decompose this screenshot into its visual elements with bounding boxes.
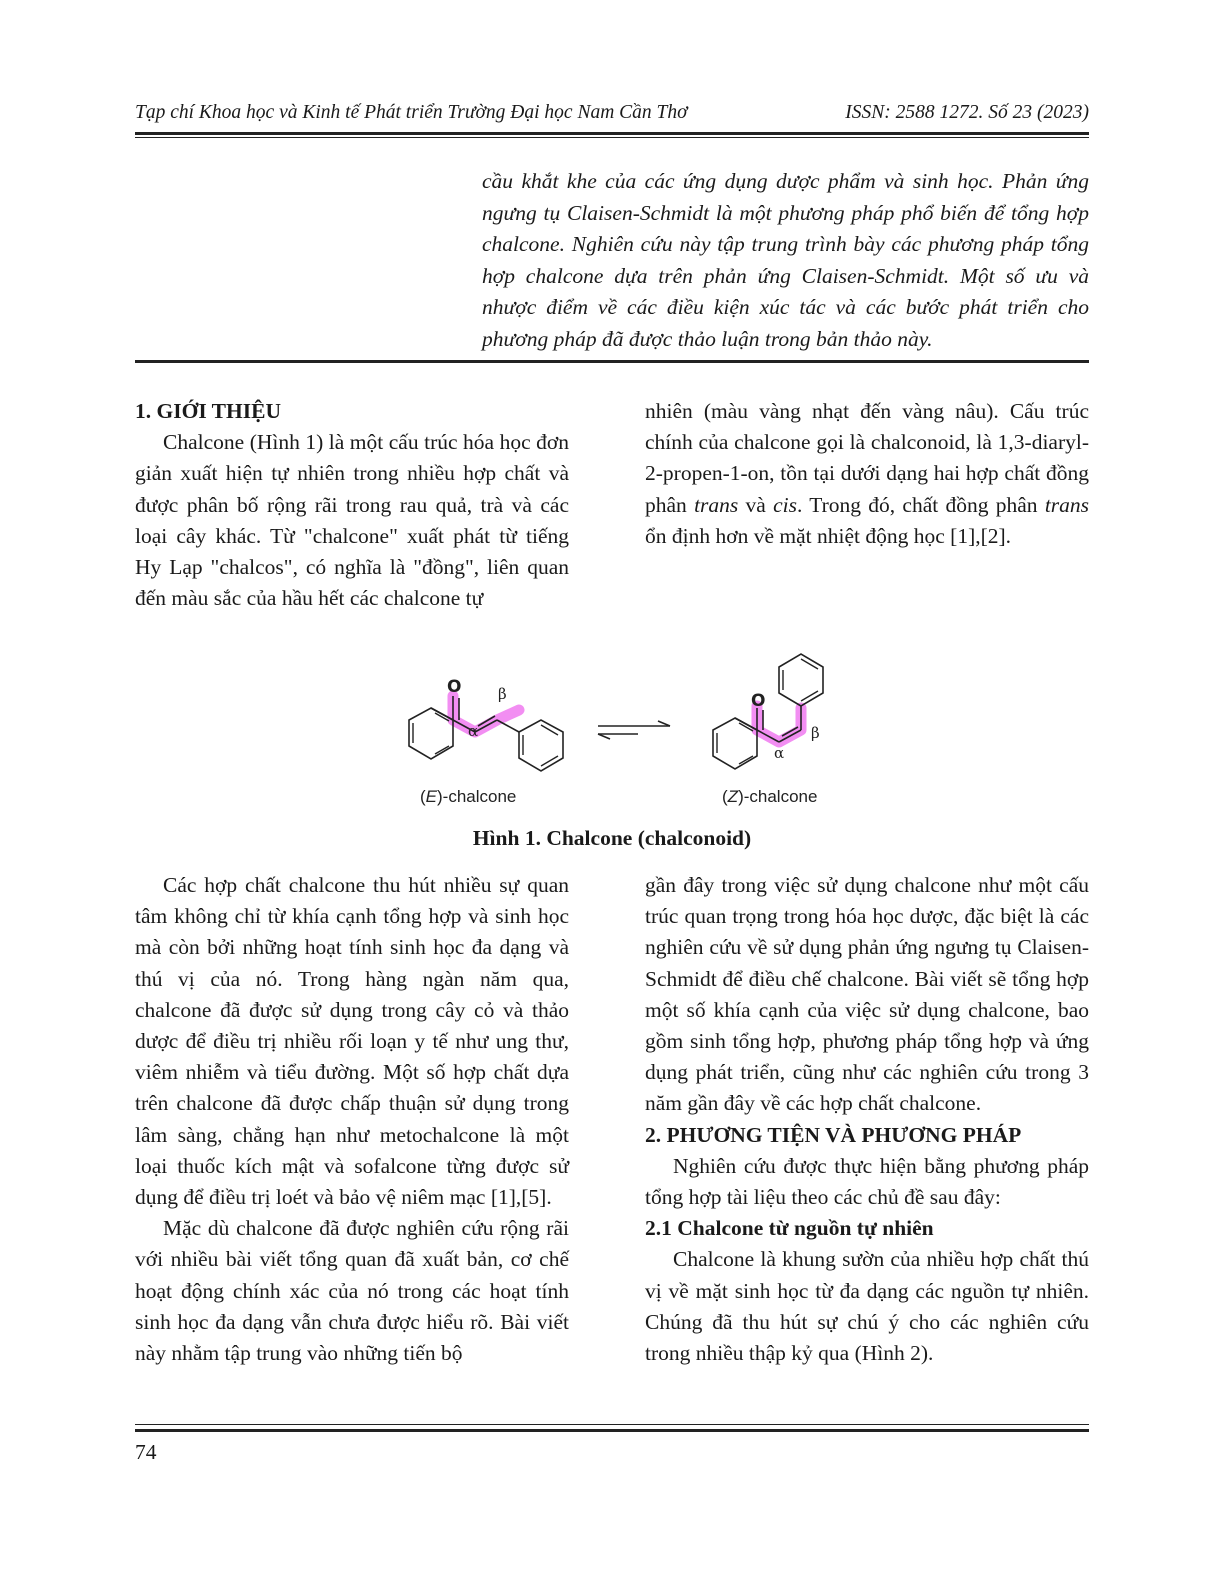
trans-term: trans (694, 492, 739, 517)
e-right-phenyl-ring (519, 720, 563, 771)
page-number: 74 (135, 1440, 157, 1464)
section1-paragraph1: Chalcone (Hình 1) là một cấu trúc hóa học đơn giản xuất hiện tự nhiên trong nhiều hợp chất và được phân bố rộng rãi trong rau quả, trà và các loại cây khác. Từ "chalcone" xuất phát từ tiếng Hy Lạp "chalcos", có nghĩa là "đồng", liên quan đến màu sắc của hầu hết các chalcone tự (135, 430, 569, 611)
figure-1-chalcone (370, 650, 850, 822)
z-alpha-label: α (774, 744, 785, 762)
section2-paragraph2: Chalcone là khung sườn của nhiều hợp chất thú vị về mặt sinh học từ đa dạng các nguồn tự nhiên. Chúng đã thu hút sự chú ý cho các nghiên cứu trong nhiều thập kỷ qua (Hình 2). (645, 1247, 1089, 1366)
z-chalcone-label: (Z)-chalcone (722, 787, 818, 806)
issn-issue: ISSN: 2588 1272. Số 23 (2023) (845, 102, 1089, 123)
p1-cont-c: ổn định hơn về mặt nhiệt động học [1],[2]. (645, 523, 1012, 548)
section1-paragraph2: Các hợp chất chalcone thu hút nhiều sự quan tâm không chỉ từ khía cạnh tổng hợp và sinh học mà còn bởi những hoạt tính sinh học đa dạng và thú vị của nó. Trong hàng ngàn năm qua, chalcone đã được sử dụng trong cây cỏ và thảo dược để điều trị nhiều rối loạn y tế như ung thư, viêm nhiễm và tiểu đường. Một số hợp chất dựa trên chalcone đã được chấp thuận sử dụng trong lâm sàng, chẳng hạn như metochalcone là một loại thuốc kích mật và sofalcone từng được sử dụng để điều trị loét và bảo vệ niêm mạc [1],[5]. (135, 873, 569, 1210)
running-header (135, 100, 1089, 132)
lower-left-column (135, 870, 569, 1369)
z-top-phenyl-ring (779, 654, 823, 706)
abstract-rule (135, 360, 1089, 363)
lower-right-column (645, 870, 1089, 1369)
section1-left-column (135, 396, 569, 614)
section1-paragraph3-continued: gần đây trong việc sử dụng chalcone như một cấu trúc quan trọng trong hóa học dược, đặc biệt là các nghiên cứu về sử dụng phản ứng ngưng tụ Claisen-Schmidt để điều chế chalcone. Bài viết sẽ tổng hợp một số khía cạnh của việc sử dụng chalcone, bao gồm sinh tổng hợp, phương pháp tổng hợp và ứng dụng phát triển, cũng như các nghiên cứu trong 3 năm gần đây về các hợp chất chalcone. (645, 873, 1089, 1116)
header-rule-thick (135, 132, 1089, 135)
p1-cont-a: nhiên (màu vàng nhạt đến vàng nâu). Cấu trúc chính của chalcone gọi là chalconoid, là 1,3-diaryl-2-propen-1-on, tồn tại dưới dạng hai hợp chất đồng phân (645, 399, 1089, 517)
figure-1-caption: Hình 1. Chalcone (chalconoid) (472, 826, 752, 850)
chalcone-structures-diagram (370, 650, 850, 822)
footer-rule-thin (135, 1424, 1089, 1425)
and-word: và (745, 492, 766, 517)
p1-cont-b: . Trong đó, chất đồng phân (797, 492, 1038, 517)
section2-paragraph1: Nghiên cứu được thực hiện bằng phương pháp tổng hợp tài liệu theo các chủ đề sau đây: (645, 1153, 1089, 1210)
trans-term-2: trans (1044, 492, 1090, 517)
cis-term: cis (773, 492, 797, 517)
section1-heading: 1. GIỚI THIỆU (135, 399, 281, 423)
e-oxygen-label: O (447, 677, 462, 697)
journal-title: Tạp chí Khoa học và Kinh tế Phát triển Trường Đại học Nam Cần Thơ (135, 102, 688, 123)
footer-rule-thick (135, 1429, 1089, 1432)
section2-heading: 2. PHƯƠNG TIỆN VÀ PHƯƠNG PHÁP (645, 1122, 1022, 1147)
section2-1-heading: 2.1 Chalcone từ nguồn tự nhiên (645, 1216, 934, 1241)
header-rule-thin (135, 137, 1089, 138)
e-chalcone-label: (E)-chalcone (420, 787, 517, 806)
section1-paragraph1-continued (645, 396, 1089, 552)
z-beta-label: β (811, 724, 820, 742)
e-beta-label: β (498, 685, 507, 703)
section1-right-column (645, 396, 1089, 552)
e-alpha-label: α (468, 722, 479, 740)
abstract-tail: cầu khắt khe của các ứng dụng dược phẩm và sinh học. Phản ứng ngưng tụ Claisen-Schmidt là một phương pháp phổ biến để tổng hợp chalcone. Nghiên cứu này tập trung trình bày các phương pháp tổng hợp chalcone dựa trên phản ứng Claisen-Schmidt. Một số ưu và nhược điểm về các điều kiện xúc tác và các bước phát triển cho phương pháp đã được thảo luận trong bản thảo này. (482, 169, 1089, 351)
z-oxygen-label: O (751, 691, 766, 711)
section1-paragraph3: Mặc dù chalcone đã được nghiên cứu rộng rãi với nhiều bài viết tổng quan đã xuất bản, cơ chế hoạt động chính xác của nó trong các hoạt tính sinh học đa dạng vẫn chưa được hiểu rõ. Bài viết này nhằm tập trung vào những tiến bộ (135, 1216, 569, 1366)
